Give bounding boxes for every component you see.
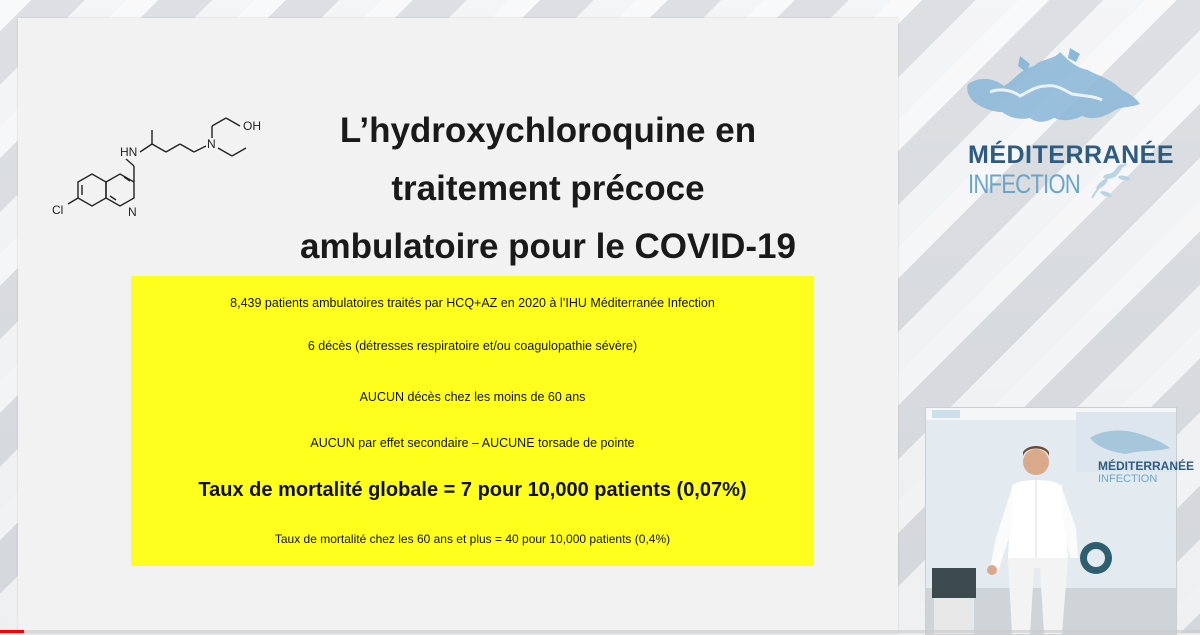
video-progress-fill xyxy=(0,630,24,633)
logo-name: MÉDITERRANÉE xyxy=(968,141,1175,169)
highlight-line: 6 décès (détresses respiratoire et/ou coagulopathie sévère) xyxy=(307,339,638,353)
pip-wall-logo-name: MÉDITERRANÉE xyxy=(1098,459,1195,473)
pip-wall-logo-sub: INFECTION xyxy=(1098,473,1158,485)
speaker-video[interactable] xyxy=(925,407,1195,635)
highlight-line: AUCUN décès chez les moins de 60 ans xyxy=(359,390,586,404)
molecule-ring-n-label: N xyxy=(128,205,137,219)
slide-title-line: ambulatoire pour le COVID-19 xyxy=(300,227,796,266)
slide-title-line: traitement précoce xyxy=(391,169,705,208)
logo-subtitle: INFECTION xyxy=(968,169,1080,199)
highlight-line-emphasis: Taux de mortalité globale = 7 pour 10,000 patients (0,07%) xyxy=(198,479,747,501)
video-progress-bar[interactable] xyxy=(0,630,1200,633)
molecule-hn-label: HN xyxy=(120,145,138,159)
highlight-line: 8,439 patients ambulatoires traités par HCQ+AZ en 2020 à l’IHU Méditerranée Infection xyxy=(230,296,715,310)
speaker-video-frame xyxy=(926,408,1195,634)
highlight-box xyxy=(131,276,814,566)
highlight-line: Taux de mortalité chez les 60 ans et plus = 40 pour 10,000 patients (0,4%) xyxy=(274,532,671,546)
molecule-amine-n-label: N xyxy=(207,137,216,151)
molecule-oh-label: OH xyxy=(243,119,261,133)
presentation-slide xyxy=(18,18,898,633)
slide-title-line: L’hydroxychloroquine en xyxy=(339,111,757,150)
molecule-cl-label: Cl xyxy=(52,203,64,217)
slide-title xyxy=(228,102,868,276)
highlight-line: AUCUN par effet secondaire – AUCUNE torsade de pointe xyxy=(310,436,635,450)
